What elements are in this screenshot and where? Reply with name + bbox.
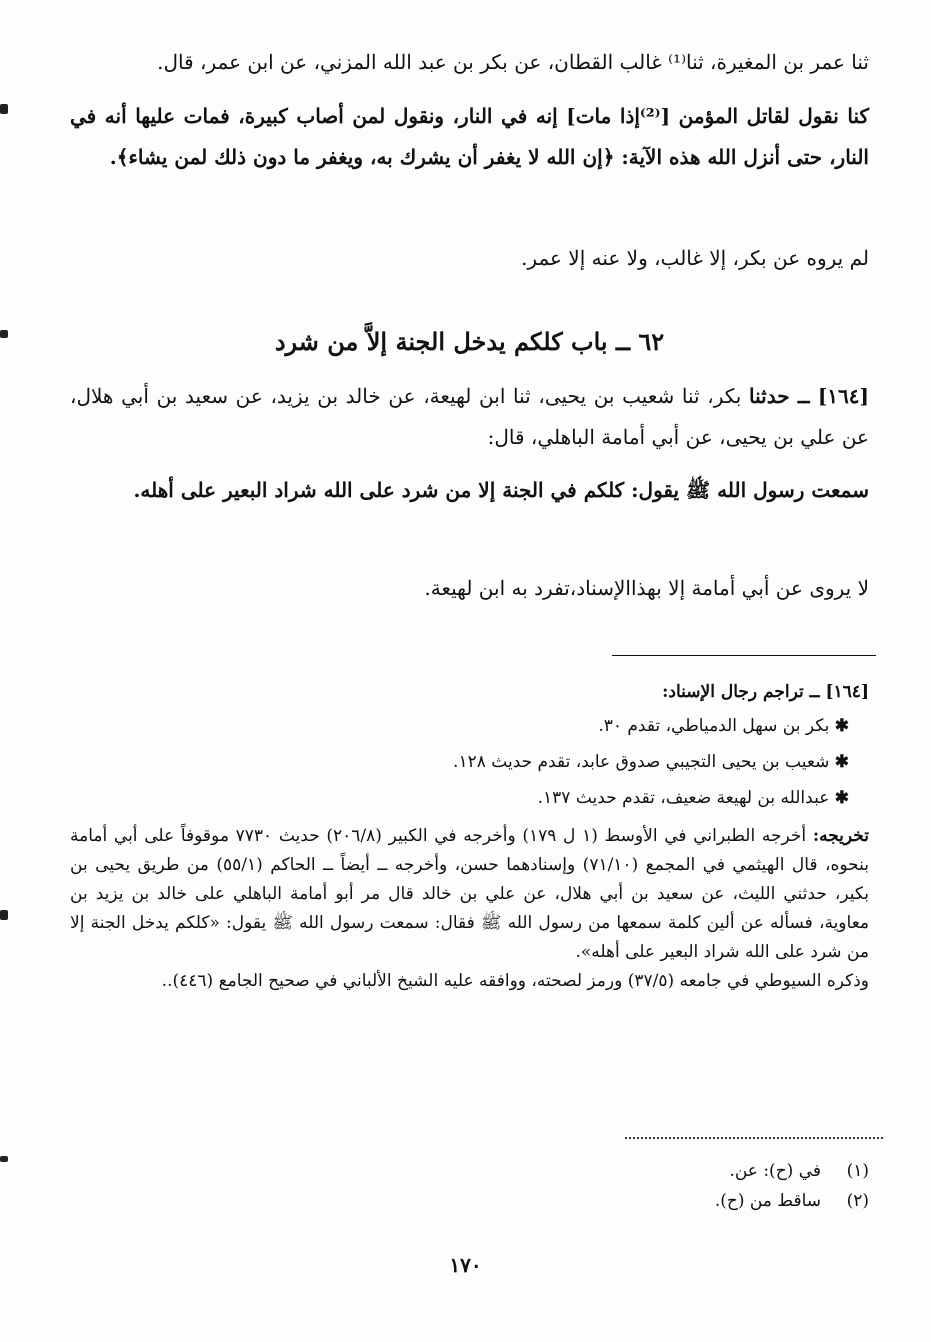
bullet-symbol: ✱ [834,716,849,736]
takhrij-label: تخريجه: [812,826,869,846]
footnote-separator [612,655,876,656]
hadith-isnad-block [70,376,869,458]
bullet-text: بكر بن سهل الدمياطي، تقدم ٣٠. [598,716,830,736]
note-text: ساقط من (ح). [714,1191,821,1211]
comment-1-block [70,238,869,279]
comment-1: لم يروه عن بكر، إلا غالب، ولا عنه إلا عمر. [521,246,869,270]
paragraph-1: كنا نقول لقاتل المؤمن [⁽²⁾إذا مات] إنه في النار، ونقول لمن أصاب كبيرة، فمات عليها أنه في النار، حتى أنزل الله هذه الآية: ﴿إن الله لا يغفر أن يشرك به، ويغفر ما دون ذلك لمن يشاء﴾. [70,104,870,169]
comment-2-block [70,568,869,609]
takhrij-paragraph [70,822,869,967]
scan-mark [0,1156,8,1162]
isnad-intro-block [70,42,869,83]
bullet-text: شعيب بن يحيى التجيبي صدوق عابد، تقدم حديث ١٢٨. [453,752,830,772]
comment-2: لا يروى عن أبي أمامة إلا بهذاالإسناد،تفرد به ابن لهيعة. [424,576,869,600]
bullet-symbol: ✱ [834,788,849,808]
hadith-number: [١٦٤] ــ حدثنا [749,384,869,408]
bullet-item [70,708,869,744]
chapter-heading: ٦٢ ــ باب كلكم يدخل الجنة إلاَّ من شرد [274,327,665,356]
variant-note [70,1186,869,1216]
isnad-intro: ثنا عمر بن المغيرة، ثنا⁽¹⁾ غالب القطان، عن بكر بن عبد الله المزني، عن ابن عمر، قال. [157,50,869,74]
tarajim-title: [١٦٤] ــ تراجم رجال الإسناد: [662,682,869,702]
page-number: ١٧٠ [449,1253,482,1277]
footnotes-block [70,676,869,996]
paragraph-1-block [70,96,869,178]
bullet-item [70,780,869,816]
note-number: (٢) [846,1191,869,1211]
suyuti-paragraph: وذكره السيوطي في جامعه (٣٧/٥) ورمز لصحته، ووافقه عليه الشيخ الألباني في صحيح الجامع (٤٤٦).. [161,971,869,991]
hadith-isnad: بكر، ثنا شعيب بن يحيى، ثنا ابن لهيعة، عن خالد بن يزيد، عن سعيد بن أبي هلال، عن علي بن يحيى، عن أبي أمامة الباهلي، قال: [70,384,869,449]
note-text: في (ح): عن. [729,1161,821,1181]
scan-mark [0,910,8,920]
notes-dotted-separator [625,1137,883,1139]
takhrij-text: أخرجه الطبراني في الأوسط (١ ل ١٧٩) وأخرجه في الكبير (٢٠٦/٨) حديث ٧٧٣٠ موقوفاً على أبي أمامة بنحوه، قال الهيثمي في المجمع (٧١/١٠) وإسنادهما حسن، وأخرجه ــ أيضاً ــ الحاكم (٥٥/١) من طريق يحيى بن بكير، حدثني الليث، عن سعيد بن أبي هلال، عن علي بن خالد قال مر أبو أمامة الباهلي على خالد بن يزيد بن معاوية، فسأله عن ألين كلمة سمعها من رسول الله ﷺ فقال: سمعت رسول الله ﷺ يقول: «كلكم يدخل الجنة إلا من شرد على الله شراد البعير على أهله». [70,826,869,962]
variant-note [70,1156,869,1186]
scan-mark [0,330,8,338]
hadith-isnad-paragraph [70,376,869,458]
variant-notes [70,1156,869,1216]
note-number: (١) [846,1161,869,1181]
hadith-text-block [70,470,869,511]
hadith-text: سمعت رسول الله ﷺ يقول: كلكم في الجنة إلا من شرد على الله شراد البعير على أهله. [133,478,869,502]
bullet-text: عبدالله بن لهيعة ضعيف، تقدم حديث ١٣٧. [537,788,830,808]
scan-mark [0,104,8,114]
bullet-item [70,744,869,780]
bullet-symbol: ✱ [834,752,849,772]
